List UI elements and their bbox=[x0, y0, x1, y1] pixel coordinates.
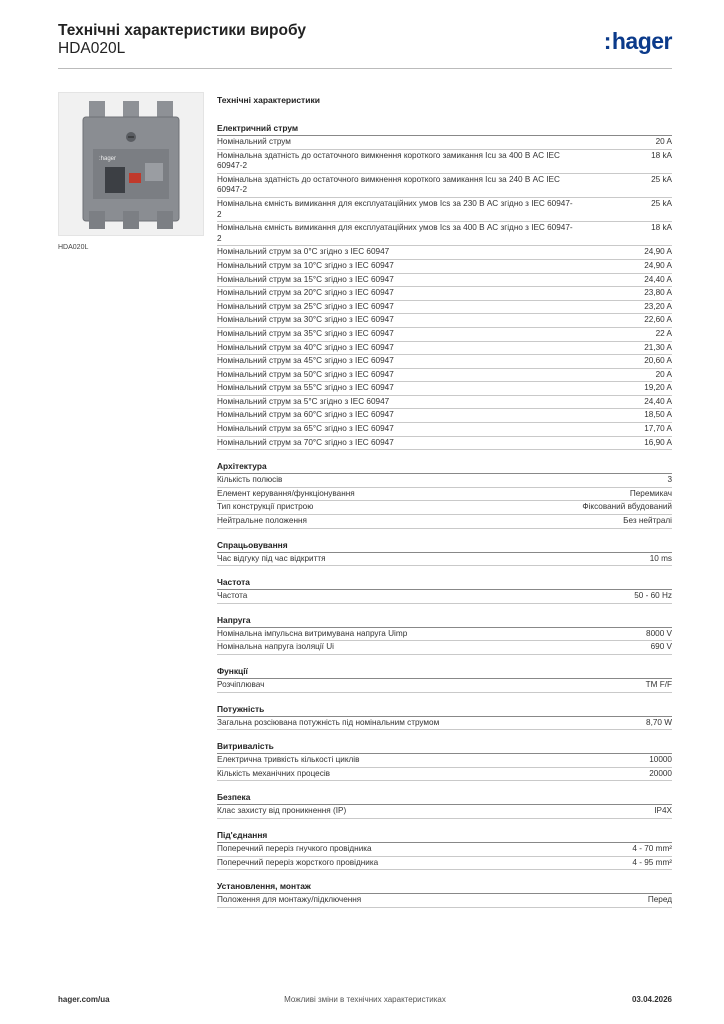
circuit-breaker-illustration bbox=[59, 93, 203, 235]
spec-section bbox=[217, 792, 672, 819]
specifications bbox=[217, 95, 672, 919]
spec-value: 22 A bbox=[655, 328, 672, 338]
spec-label: Нейтральне положення bbox=[217, 516, 307, 526]
spec-row bbox=[217, 314, 672, 328]
spec-value: 25 kA bbox=[651, 174, 672, 184]
spec-row bbox=[217, 515, 672, 529]
spec-label: Елемент керування/функціонування bbox=[217, 488, 355, 498]
spec-row bbox=[217, 342, 672, 356]
spec-label: Номінальний струм за 50°C згідно з IEC 60947 bbox=[217, 369, 394, 379]
spec-label: Номінальний струм за 40°C згідно з IEC 60947 bbox=[217, 342, 394, 352]
spec-label: Номінальний струм за 5°C згідно з IEC 60947 bbox=[217, 396, 390, 406]
spec-value: 3 bbox=[667, 475, 672, 485]
spec-label: Положення для монтажу/підключення bbox=[217, 895, 362, 905]
spec-section bbox=[217, 461, 672, 528]
spec-row bbox=[217, 754, 672, 768]
header-divider bbox=[58, 68, 672, 69]
spec-value: Перемикач bbox=[629, 488, 672, 498]
section-title: Архітектура bbox=[217, 461, 672, 474]
spec-value: 22,60 A bbox=[644, 315, 672, 325]
spec-row bbox=[217, 274, 672, 288]
spec-row bbox=[217, 287, 672, 301]
spec-label: Кількість полюсів bbox=[217, 475, 283, 485]
logo-text: hager bbox=[611, 28, 672, 54]
spec-value: 19,20 A bbox=[644, 383, 672, 393]
footer-website[interactable]: hager.com/ua bbox=[58, 995, 110, 1004]
spec-section bbox=[217, 830, 672, 870]
spec-row bbox=[217, 260, 672, 274]
spec-value: 4 - 95 mm² bbox=[632, 857, 672, 867]
spec-value: 17,70 A bbox=[644, 424, 672, 434]
spec-row bbox=[217, 641, 672, 655]
spec-row bbox=[217, 174, 672, 198]
spec-row bbox=[217, 843, 672, 857]
section-title: Функції bbox=[217, 666, 672, 679]
spec-label: Кількість механічних процесів bbox=[217, 768, 330, 778]
footer-date: 03.04.2026 bbox=[631, 995, 672, 1004]
spec-row bbox=[217, 301, 672, 315]
spec-label: Електрична тривкість кількості циклів bbox=[217, 755, 360, 765]
spec-row bbox=[217, 222, 672, 246]
spec-row bbox=[217, 805, 672, 819]
product-image bbox=[58, 92, 204, 236]
spec-value: IP4X bbox=[654, 806, 672, 816]
spec-label: Номінальна імпульсна витримувана напруга Uimp bbox=[217, 628, 408, 638]
spec-label: Номінальний струм за 35°C згідно з IEC 60947 bbox=[217, 328, 394, 338]
spec-row bbox=[217, 409, 672, 423]
spec-label: Час відгуку під час відкриття bbox=[217, 553, 326, 563]
footer-disclaimer: Можливі зміни в технічних характеристиках bbox=[284, 995, 446, 1004]
spec-row bbox=[217, 628, 672, 642]
spec-value: 8000 V bbox=[646, 628, 672, 638]
spec-label: Розчіплювач bbox=[217, 680, 265, 689]
spec-row bbox=[217, 590, 672, 604]
spec-label: Поперечний переріз жорсткого провідника bbox=[217, 857, 379, 867]
spec-value: TM F/F bbox=[645, 680, 672, 689]
spec-value: 16,90 A bbox=[644, 437, 672, 447]
spec-label: Номінальний струм за 25°C згідно з IEC 60947 bbox=[217, 301, 394, 311]
spec-row bbox=[217, 328, 672, 342]
spec-value: 20,60 A bbox=[644, 356, 672, 366]
spec-value: 24,90 A bbox=[644, 260, 672, 270]
spec-label: Клас захисту від проникнення (IP) bbox=[217, 806, 347, 816]
section-title: Витривалість bbox=[217, 741, 672, 754]
section-title: Частота bbox=[217, 577, 672, 590]
spec-row bbox=[217, 501, 672, 515]
spec-value: 21,30 A bbox=[644, 342, 672, 352]
spec-value: 4 - 70 mm² bbox=[632, 843, 672, 853]
spec-section bbox=[217, 540, 672, 567]
product-code: HDA020L bbox=[58, 40, 126, 57]
spec-row bbox=[217, 246, 672, 260]
section-title: Безпека bbox=[217, 792, 672, 805]
spec-value: 23,20 A bbox=[644, 301, 672, 311]
spec-value: 24,40 A bbox=[644, 274, 672, 284]
spec-label: Тип конструкції пристрою bbox=[217, 502, 314, 512]
spec-value: Без нейтралі bbox=[623, 516, 672, 526]
spec-label: Номінальний струм за 15°C згідно з IEC 60947 bbox=[217, 274, 394, 284]
spec-value: Фіксований вбудований bbox=[582, 502, 672, 512]
spec-row bbox=[217, 553, 672, 567]
spec-label: Номінальний струм за 70°C згідно з IEC 60947 bbox=[217, 437, 394, 447]
spec-label: Номінальна ємність вимикання для експлуатаційних умов Ics за 400 В AC згідно з IEC 60947-2 bbox=[217, 223, 573, 243]
section-title: Спрацьовування bbox=[217, 540, 672, 553]
spec-value: 18 kA bbox=[651, 150, 672, 160]
spec-value: 20 A bbox=[655, 137, 672, 146]
section-title: Електричний струм bbox=[217, 123, 672, 136]
specs-heading: Технічні характеристики bbox=[217, 95, 320, 105]
spec-value: Перед bbox=[647, 895, 672, 905]
spec-row bbox=[217, 382, 672, 396]
spec-row bbox=[217, 894, 672, 908]
spec-row bbox=[217, 488, 672, 502]
spec-value: 20 A bbox=[655, 369, 672, 379]
spec-row bbox=[217, 355, 672, 369]
spec-value: 24,90 A bbox=[644, 247, 672, 257]
spec-row bbox=[217, 474, 672, 488]
spec-label: Номінальна напруга ізоляції Ui bbox=[217, 642, 334, 652]
spec-row bbox=[217, 198, 672, 222]
product-caption: HDA020L bbox=[58, 244, 89, 251]
spec-row bbox=[217, 857, 672, 871]
spec-label: Номінальна ємність вимикання для експлуатаційних умов Ics за 230 В AC згідно з IEC 60947-2 bbox=[217, 198, 573, 219]
spec-section bbox=[217, 666, 672, 693]
spec-label: Номінальний струм за 65°C згідно з IEC 60947 bbox=[217, 424, 394, 434]
spec-value: 10000 bbox=[649, 755, 672, 765]
section-title: Установлення, монтаж bbox=[217, 881, 672, 894]
section-title: Потужність bbox=[217, 704, 672, 717]
spec-row bbox=[217, 679, 672, 693]
spec-section bbox=[217, 704, 672, 731]
spec-row bbox=[217, 150, 672, 174]
spec-section bbox=[217, 741, 672, 781]
spec-label: Частота bbox=[217, 591, 248, 601]
spec-value: 50 - 60 Hz bbox=[634, 591, 672, 601]
spec-row bbox=[217, 136, 672, 150]
spec-section bbox=[217, 615, 672, 655]
spec-value: 10 ms bbox=[649, 553, 672, 563]
spec-row bbox=[217, 396, 672, 410]
spec-label: Номінальний струм за 30°C згідно з IEC 60947 bbox=[217, 315, 394, 325]
spec-value: 25 kA bbox=[651, 198, 672, 208]
spec-label: Номінальний струм за 60°C згідно з IEC 60947 bbox=[217, 410, 394, 420]
spec-label: Номінальний струм за 10°C згідно з IEC 60947 bbox=[217, 260, 394, 270]
spec-value: 690 V bbox=[650, 642, 672, 652]
spec-label: Поперечний переріз гнучкого провідника bbox=[217, 843, 372, 853]
spec-label: Номінальна здатність до остаточного вимкнення короткого замикання Icu за 240 В AC IEC 60947-2 bbox=[217, 174, 560, 195]
spec-value: 20000 bbox=[649, 768, 672, 778]
page-header bbox=[58, 22, 672, 58]
spec-label: Номінальний струм bbox=[217, 137, 291, 146]
spec-sections bbox=[217, 123, 672, 908]
spec-value: 23,80 A bbox=[644, 288, 672, 298]
hager-logo: :hager bbox=[603, 28, 672, 54]
spec-label: Загальна розсіювана потужність під номінальним струмом bbox=[217, 717, 440, 727]
spec-label: Номінальний струм за 45°C згідно з IEC 60947 bbox=[217, 356, 394, 366]
spec-value: 8,70 W bbox=[646, 717, 672, 727]
spec-value: 24,40 A bbox=[644, 396, 672, 406]
spec-label: Номінальний струм за 0°C згідно з IEC 60947 bbox=[217, 247, 390, 257]
spec-section bbox=[217, 123, 672, 450]
section-title: Напруга bbox=[217, 615, 672, 628]
spec-label: Номінальний струм за 20°C згідно з IEC 60947 bbox=[217, 288, 394, 298]
spec-section bbox=[217, 881, 672, 908]
spec-section bbox=[217, 577, 672, 604]
spec-label: Номінальна здатність до остаточного вимкнення короткого замикання Icu за 400 В AC IEC 60947-2 bbox=[217, 150, 560, 171]
spec-row bbox=[217, 369, 672, 383]
spec-row bbox=[217, 768, 672, 782]
spec-row bbox=[217, 423, 672, 437]
page-title: Технічні характеристики виробу bbox=[58, 22, 306, 39]
spec-label: Номінальний струм за 55°C згідно з IEC 60947 bbox=[217, 383, 394, 393]
spec-row bbox=[217, 717, 672, 731]
spec-value: 18,50 A bbox=[644, 410, 672, 420]
svg-text::hager: :hager bbox=[99, 156, 117, 162]
spec-row bbox=[217, 437, 672, 451]
section-title: Під'єднання bbox=[217, 830, 672, 843]
spec-value: 18 kA bbox=[651, 223, 672, 233]
